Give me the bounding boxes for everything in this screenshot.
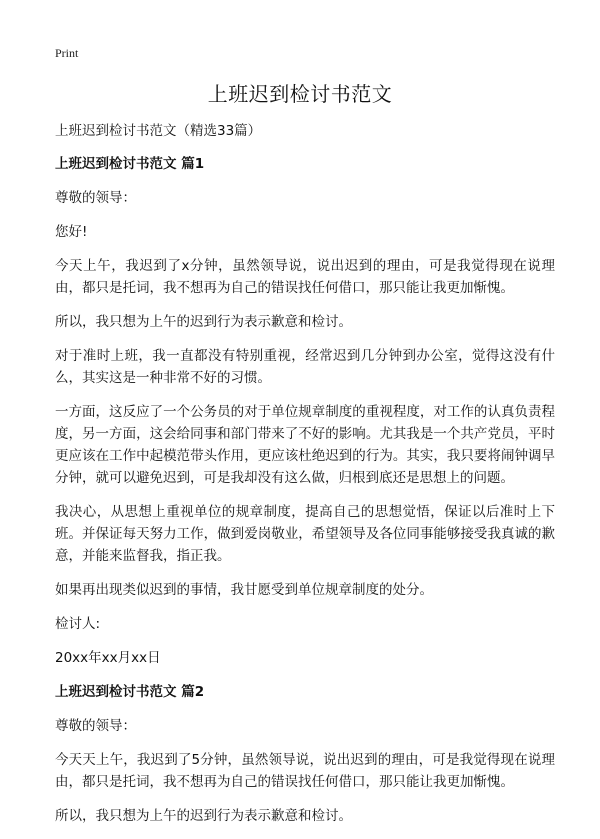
paragraph: 所以，我只想为上午的迟到行为表示歉意和检讨。 — [55, 808, 352, 824]
document-body — [55, 120, 555, 839]
paragraph: 一方面，这反应了一个公务员的对于单位规章制度的重视程度，对工作的认真负责程度，另一方面，这会给同事和部门带来了不好的影响。尤其我是一个共产党员，平时更应该在工作中起模范带头作用，更应该杜绝迟到的行为。其实，我只要将闹钟调早分钟，就可以避免迟到，可是我却没有这么做，归根到底还是思想上的问题。 — [55, 404, 555, 486]
paragraph: 如果再出现类似迟到的事情，我甘愿受到单位规章制度的处分。 — [55, 582, 433, 598]
paragraph: 今天天上午，我迟到了5分钟，虽然领导说，说出迟到的理由，可是我觉得现在说理由，都只是托词，我不想再为自己的错误找任何借口，那只能让我更加惭愧。 — [55, 752, 555, 790]
paragraph: 我决心，从思想上重视单位的规章制度，提高自己的思想觉悟，保证以后准时上下班。并保证每天努力工作，做到爱岗敬业，希望领导及各位同事能够接受我真诚的歉意，并能来监督我，指正我。 — [55, 504, 555, 564]
paragraph: 今天上午，我迟到了x分钟，虽然领导说，说出迟到的理由，可是我觉得现在说理由，都只是托词，我不想再为自己的错误找任何借口，那只能让我更加惭愧。 — [55, 258, 555, 296]
section-heading-2: 上班迟到检讨书范文 篇2 — [55, 684, 205, 700]
date-line: 20xx年xx月xx日 — [55, 650, 161, 666]
paragraph: 您好! — [55, 224, 88, 240]
section-heading-1: 上班迟到检讨书范文 篇1 — [55, 156, 205, 172]
document-subtitle: 上班迟到检讨书范文（精选33篇） — [55, 123, 262, 139]
page-title: 上班迟到检讨书范文 — [207, 82, 393, 106]
paragraph: 所以，我只想为上午的迟到行为表示歉意和检讨。 — [55, 314, 352, 330]
signature-label: 检讨人: — [55, 616, 101, 632]
paragraph: 尊敬的领导： — [55, 718, 136, 734]
print-link[interactable]: Print — [55, 46, 79, 60]
paragraph: 对于准时上班，我一直都没有特别重视，经常迟到几分钟到办公室，觉得这没有什么，其实这是一种非常不好的习惯。 — [55, 348, 555, 386]
paragraph: 尊敬的领导： — [55, 190, 136, 206]
